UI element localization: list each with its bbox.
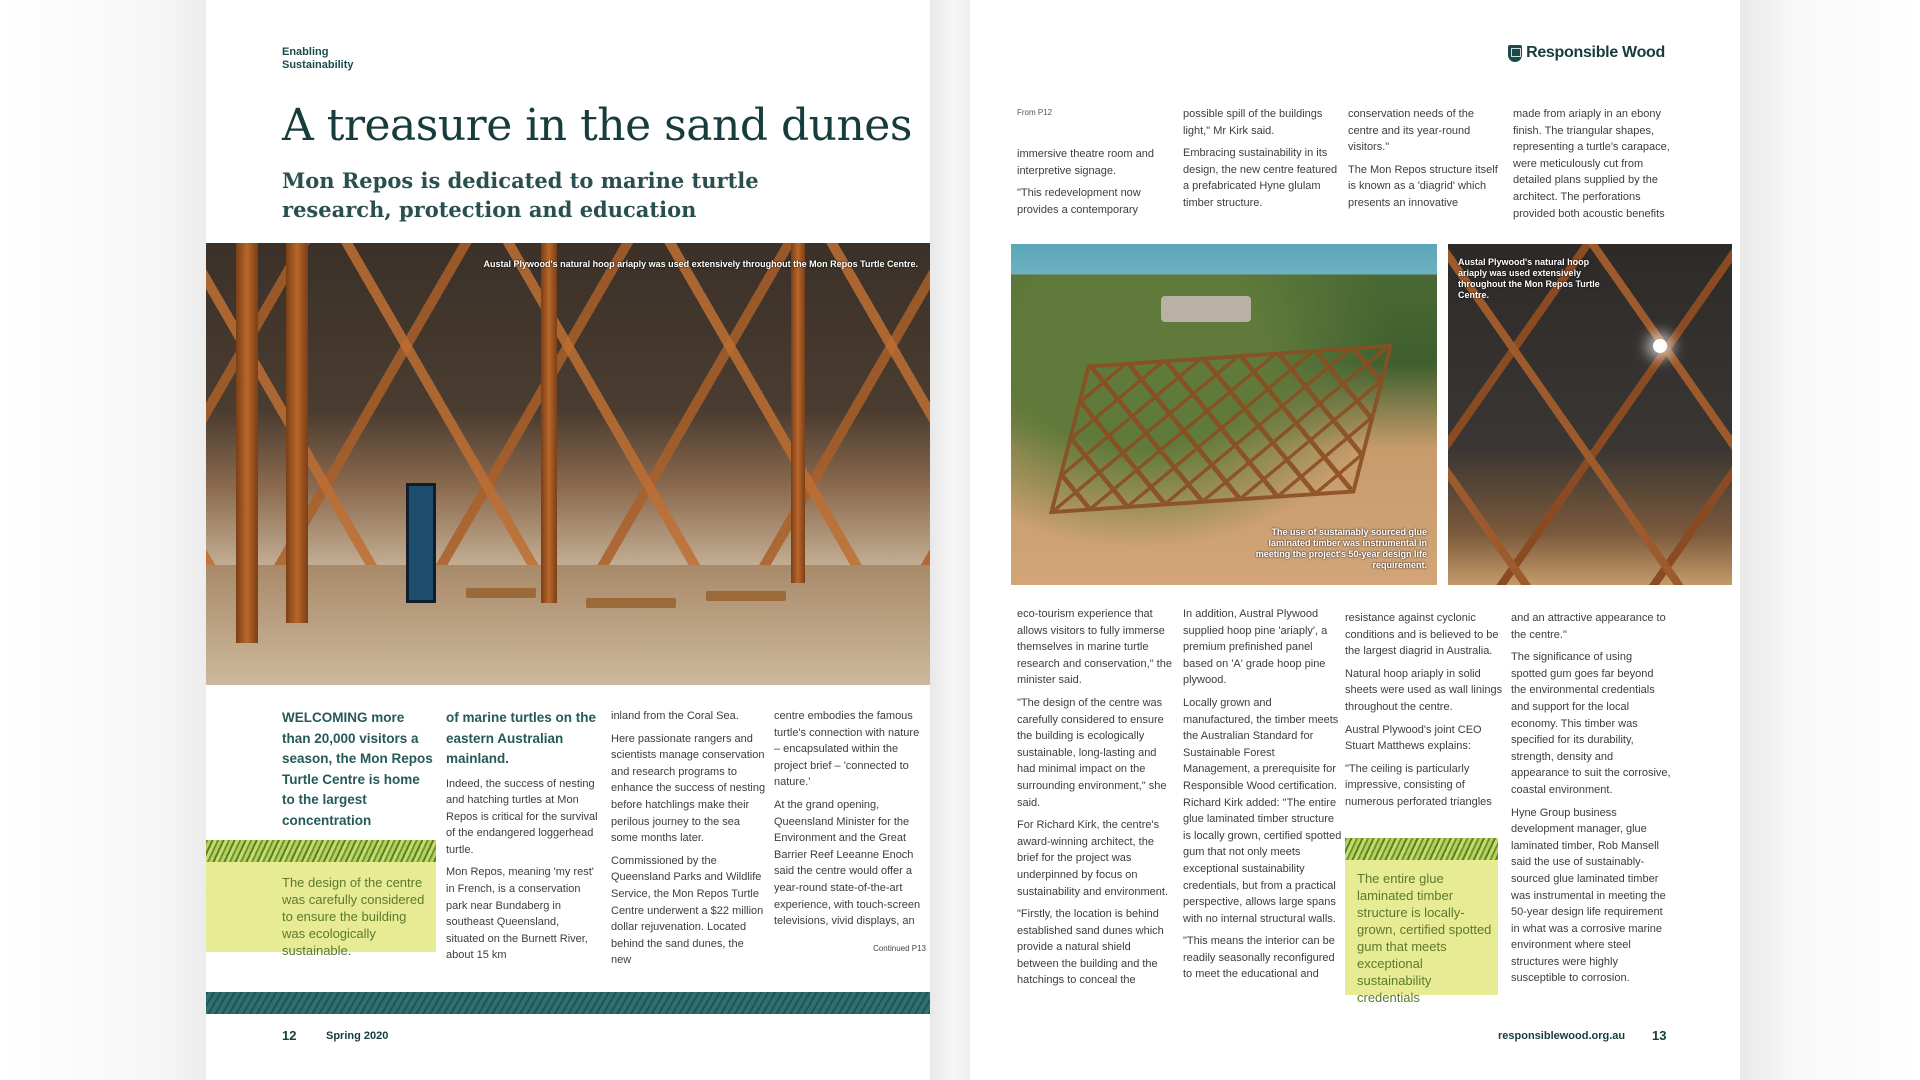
top-column-1	[1017, 146, 1175, 224]
body-paragraph: For Richard Kirk, the centre's award-winning architect, the brief for the project was underpinned by focus on sustainability and environment.	[1017, 819, 1169, 898]
issue-label: Spring 2020	[326, 1030, 389, 1042]
body-paragraph: eco-tourism experience that allows visitors to fully immerse themselves in marine turtle research and conservation," the minister said.	[1017, 608, 1172, 687]
lead-paragraph: WELCOMING more than 20,000 visitors a season, the Mon Repos Turtle Centre is home to the largest concentration	[282, 710, 433, 828]
ceiling-photo-caption: Austal Plywood's natural hoop ariaply was used extensively throughout the Mon Repos Turtle Centre.	[1458, 257, 1600, 300]
background-left	[0, 0, 206, 1080]
photo-display-screen	[406, 483, 436, 603]
photo-table	[706, 591, 786, 601]
section-label	[282, 46, 402, 72]
lead-paragraph-continued: of marine turtles on the eastern Australian mainland.	[446, 710, 597, 766]
body-column-4	[774, 708, 926, 954]
top-column-4	[1513, 106, 1673, 228]
photo-table	[466, 588, 536, 598]
photo-table	[586, 598, 676, 608]
body-paragraph: Indeed, the success of nesting and hatching turtles at Mon Repos is critical for the survival of the endangered loggerhead turtle.	[446, 777, 598, 856]
from-label: From P12	[1017, 108, 1053, 117]
shield-icon	[1508, 45, 1522, 62]
website-url: responsiblewood.org.au	[1498, 1030, 1626, 1042]
body-paragraph: At the grand opening, Queensland Minister for the Environment and the Great Barrier Reef Leeanne Enoch said the centre would offer a year-round state-of-the-art experience, with touch-screen televisions, vivid displays, an	[774, 798, 921, 928]
bottom-column-4	[1511, 610, 1671, 993]
photo-pillar	[791, 243, 805, 583]
section-label-line-2: Sustainability	[282, 59, 354, 71]
responsible-wood-logo	[1508, 44, 1665, 62]
photo-diagrid-frame	[1049, 344, 1393, 515]
body-paragraph: Embracing sustainability in its design, the new centre featured a prefabricated Hyne glulam timber structure.	[1183, 147, 1338, 209]
body-paragraph: In addition, Austral Plywood supplied hoop pine 'ariaply', a premium prefinished panel based on 'A' grade hoop pine plywood.	[1183, 608, 1328, 687]
body-paragraph: and an attractive appearance to the centre."	[1511, 612, 1666, 641]
body-paragraph: Austral Plywood's joint CEO Stuart Matthews explains:	[1345, 723, 1482, 753]
body-paragraph: "This redevelopment now provides a contemporary	[1017, 187, 1141, 216]
right-page	[970, 0, 1740, 1080]
article-subtitle: Mon Repos is dedicated to marine turtle research, protection and education	[282, 168, 759, 222]
photo-floor	[206, 565, 930, 685]
background-right	[1740, 0, 1920, 1080]
body-paragraph: "Firstly, the location is behind established sand dunes which provide a natural shield between the building and the hatchings to conceal the	[1017, 908, 1164, 987]
body-paragraph: Locally grown and manufactured, the timber meets the Australian Standard for Sustainable Forest Management, a prerequisite for Responsible Wood certification. Richard Kirk added: "The entire glue laminated timber structure is locally grown, certified spotted gum that not only meets exceptional sustainability credentials, but from a practical perspective, allows large spans with no internal structural walls.	[1183, 696, 1342, 925]
hero-photo-interior	[206, 243, 930, 685]
article-title: A treasure in the sand dunes	[282, 100, 912, 151]
page-number: 13	[1652, 1028, 1667, 1043]
photo-pillar	[541, 243, 557, 603]
spine-gutter	[930, 0, 970, 1080]
body-paragraph: Mon Repos, meaning 'my rest' in French, is a conservation park near Bundaberg in southeast Queensland, situated on the Burnett River, about 15 km	[446, 866, 594, 962]
body-paragraph: possible spill of the buildings light," Mr Kirk said.	[1183, 108, 1323, 137]
body-paragraph: conservation needs of the centre and its year-round visitors."	[1348, 108, 1474, 154]
body-paragraph: The Mon Repos structure itself is known as a 'diagrid' which presents an innovative	[1348, 163, 1498, 209]
photo-pillar	[286, 243, 308, 623]
continued-label: Continued P13	[873, 944, 926, 954]
lead-column-1	[282, 708, 434, 837]
pullquote-text: The design of the centre was carefully considered to ensure the building was ecologically sustainable.	[282, 875, 425, 958]
body-paragraph: inland from the Coral Sea.	[611, 710, 739, 722]
top-column-3	[1348, 106, 1506, 218]
pullquote-box	[1345, 838, 1498, 1005]
ceiling-photo	[1448, 244, 1732, 585]
body-paragraph: "The design of the centre was carefully considered to ensure the building is ecologically sustainable, long-lasting and had minimal impact on the surrounding environment," she said.	[1017, 696, 1167, 809]
aerial-construction-photo	[1011, 244, 1437, 585]
photo-pillar	[236, 243, 258, 643]
section-label-line-1: Enabling	[282, 46, 329, 58]
body-paragraph: centre embodies the famous turtle's connection with nature – encapsulated within the project brief – 'connected to nature.'	[774, 710, 920, 789]
callout-texture	[1345, 838, 1498, 860]
body-paragraph: "The ceiling is particularly impressive, consisting of numerous perforated triangles	[1345, 762, 1492, 808]
callout-texture	[206, 840, 436, 862]
photo-roof	[1161, 296, 1251, 322]
bottom-column-3	[1345, 610, 1505, 817]
pullquote-text: The entire glue laminated timber structure is locally-grown, certified spotted gum that meets exceptional sustainability credentials	[1357, 871, 1492, 1005]
body-paragraph: Commissioned by the Queensland Parks and Wildlife Service, the Mon Repos Turtle Centre underwent a $22 million dollar rejuvenation. Located behind the sand dunes, the new	[611, 854, 764, 967]
body-column-3	[611, 708, 766, 975]
body-paragraph: Natural hoop ariaply in solid sheets were used as wall linings throughout the centre.	[1345, 667, 1503, 713]
body-paragraph: The significance of using spotted gum goes far beyond the environmental credentials and support for the local economy. This timber was specified for its durability, strength, density and appearance to suit the corrosive, coastal environment.	[1511, 651, 1671, 796]
pullquote-box	[206, 840, 436, 958]
body-paragraph: immersive theatre room and interpretive signage.	[1017, 148, 1154, 177]
photo-light	[1653, 339, 1667, 353]
body-paragraph: Hyne Group business development manager, glue laminated timber, Rob Mansell said the use of sustainably-sourced glue laminated timber was instrumental in meeting the 50-year design life requirement in what was a corrosive marine environment where steel structures were highly susceptible to corrosion.	[1511, 806, 1666, 985]
body-column-2	[446, 708, 598, 970]
aerial-photo-caption: The use of sustainably sourced glue laminated timber was instrumental in meeting the project's 50-year design life requirement.	[1255, 527, 1427, 570]
body-paragraph: "This means the interior can be readily seasonally reconfigured to meet the educational and	[1183, 935, 1335, 981]
top-column-2	[1183, 106, 1341, 218]
footer-texture-bar	[206, 992, 930, 1014]
hero-photo-caption: Austal Plywood's natural hoop ariaply was used extensively throughout the Mon Repos Turtle Centre.	[483, 259, 918, 269]
bottom-column-1	[1017, 606, 1175, 995]
page-number: 12	[282, 1028, 297, 1043]
body-paragraph: Here passionate rangers and scientists manage conservation and research programs to enhance the success of nesting before hatchlings make their perilous journey to the sea some months later.	[611, 732, 766, 845]
logo-text: Responsible Wood	[1526, 44, 1665, 61]
left-page	[206, 0, 930, 1080]
bottom-column-2	[1183, 606, 1343, 989]
body-paragraph: resistance against cyclonic conditions and is believed to be the largest diagrid in Australia.	[1345, 612, 1499, 658]
body-paragraph: made from ariaply in an ebony finish. The triangular shapes, representing a turtle's carapace, were meticulously cut from detailed plans supplied by the architect. The perforations provided both acoustic benefits	[1513, 108, 1670, 220]
